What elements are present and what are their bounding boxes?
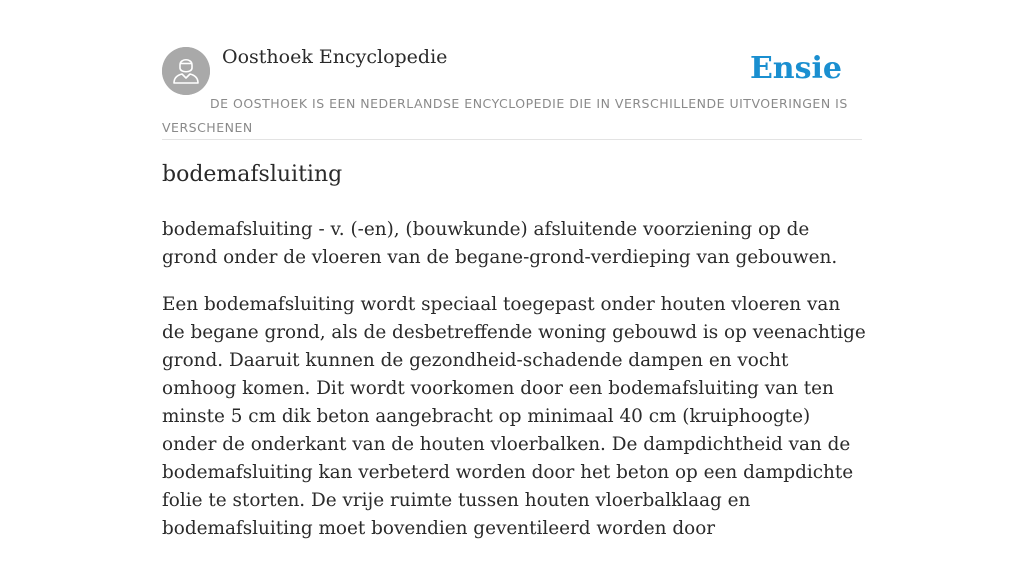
- article-title: bodemafsluiting: [162, 162, 343, 187]
- article-paragraph-definition: bodemafsluiting - v. (-en), (bouwkunde) afsluitende voorziening op de grond onder de vloeren van de begane-grond-verdieping van gebouwen.: [162, 219, 838, 268]
- source-name-link[interactable]: Oosthoek Encyclopedie: [222, 46, 448, 68]
- article-paragraph-explanation: Een bodemafsluiting wordt speciaal toegepast onder houten vloeren van de begane grond, als de desbetreffende woning gebouwd is op veenachtige grond. Daaruit kunnen de gezondheid-schadende dampen en vocht omhoog komen. Dit wordt voorkomen door een bodemafsluiting van ten minste 5 cm dik beton aangebracht op minimaal 40 cm (kruiphoogte) onder de onderkant van de houten vloerbalken. De dampdichtheid van de bodemafsluiting kan verbeterd worden door het beton op een dampdichte folie te storten. De vrije ruimte tussen houten vloerbalklaag en bodemafsluiting moet bovendien geventileerd worden door: [162, 294, 866, 539]
- header-divider: [162, 139, 862, 140]
- ensie-logo-link[interactable]: Ensie: [749, 51, 842, 86]
- source-header: [162, 40, 862, 140]
- source-description: DE OOSTHOEK IS EEN NEDERLANDSE ENCYCLOPEDIE DIE IN VERSCHILLENDE UITVOERINGEN IS VERSCHENEN: [162, 96, 848, 135]
- article-body: [162, 216, 867, 562]
- user-avatar-icon[interactable]: [162, 47, 210, 95]
